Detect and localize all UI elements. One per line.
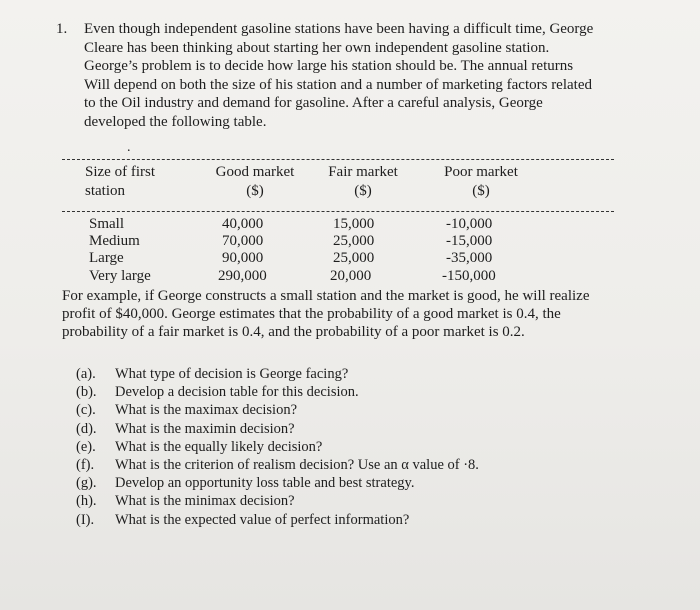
question-label: (h). [76,493,97,510]
table-body [0,216,700,285]
question-label: (a). [76,366,96,382]
cell-good: 90,000 [222,250,264,267]
cell-good: 70,000 [222,233,264,250]
question-item [76,511,479,529]
cell-poor: -150,000 [442,267,496,284]
example-line: profit of $40,000. George estimates that the probability of a good market is 0.4, the [62,306,561,322]
header-size-line1: Size of first [85,164,155,180]
question-label: (f). [76,456,95,473]
problem-paragraph [84,20,636,131]
question-item [76,474,479,492]
question-text: Develop an opportunity loss table and best strategy. [115,475,415,492]
question-item [76,383,479,401]
question-text: What is the criterion of realism decision? Use an α value of ·8. [115,456,479,473]
question-text: What is the maximin decision? [115,420,295,437]
header-good-line1: Good market [215,164,295,180]
question-item [76,420,479,438]
cell-fair: 25,000 [333,250,375,267]
problem-line: Even though independent gasoline stations have been having a difficult time, George [84,21,594,37]
table-row [0,216,700,233]
example-line: For example, if George constructs a small station and the market is good, he will realize [62,288,590,304]
problem-number: 1. [56,21,68,37]
question-label: (b). [76,384,97,401]
example-paragraph [62,287,642,341]
question-item [76,401,479,419]
header-size [85,163,155,201]
cell-size: Small [89,216,125,232]
question-text: Develop a decision table for this decision. [115,384,359,401]
question-text: What type of decision is George facing? [115,366,349,382]
question-text: What is the minimax decision? [115,493,295,510]
problem-line: to the Oil industry and demand for gasoline. After a careful analysis, George [84,95,543,111]
cell-poor: -35,000 [446,250,493,267]
cell-fair: 20,000 [330,267,372,284]
problem-statement [56,20,636,131]
table-top-rule [62,159,614,160]
header-fair [323,163,403,201]
question-item [76,456,479,474]
question-item [76,365,479,383]
cell-size: Large [89,250,124,267]
cell-poor: -10,000 [446,216,493,232]
cell-size: Very large [89,267,151,284]
question-list [76,365,479,529]
example-line: probability of a fair market is 0.4, and the probability of a poor market is 0.2. [62,324,525,340]
question-item [76,438,479,456]
header-poor-line1: Poor market [444,164,518,180]
cell-good: 290,000 [218,267,267,284]
question-text: What is the equally likely decision? [115,438,323,455]
cell-poor: -15,000 [446,233,493,250]
problem-line: Cleare has been thinking about starting her own independent gasoline station. [84,39,550,56]
problem-line: George’s problem is to decide how large his station should be. The annual returns [84,58,574,74]
question-label: (e). [76,438,96,455]
question-label: (c). [76,402,96,419]
header-poor [440,163,522,201]
stray-dot: . [127,140,131,155]
header-fair-line2: ($) [354,183,372,199]
question-text: What is the expected value of perfect information? [115,511,410,528]
table-header-rule [62,211,614,212]
header-good [211,163,299,201]
header-fair-line1: Fair market [328,164,398,180]
question-item [76,492,479,510]
cell-good: 40,000 [222,216,264,232]
question-label: (g). [76,475,97,492]
table-row [0,250,700,267]
cell-fair: 25,000 [333,233,375,250]
table-row [0,268,700,285]
cell-size: Medium [89,233,140,250]
cell-fair: 15,000 [333,216,375,232]
question-label: (d). [76,420,97,437]
question-text: What is the maximax decision? [115,402,298,419]
header-size-line2: station [85,183,125,199]
header-good-line2: ($) [246,183,264,199]
problem-line: Will depend on both the size of his station and a number of marketing factors related [84,76,592,93]
question-label: (I). [76,511,95,528]
table-row [0,233,700,250]
problem-line: developed the following table. [84,113,267,130]
header-poor-line2: ($) [472,183,490,199]
